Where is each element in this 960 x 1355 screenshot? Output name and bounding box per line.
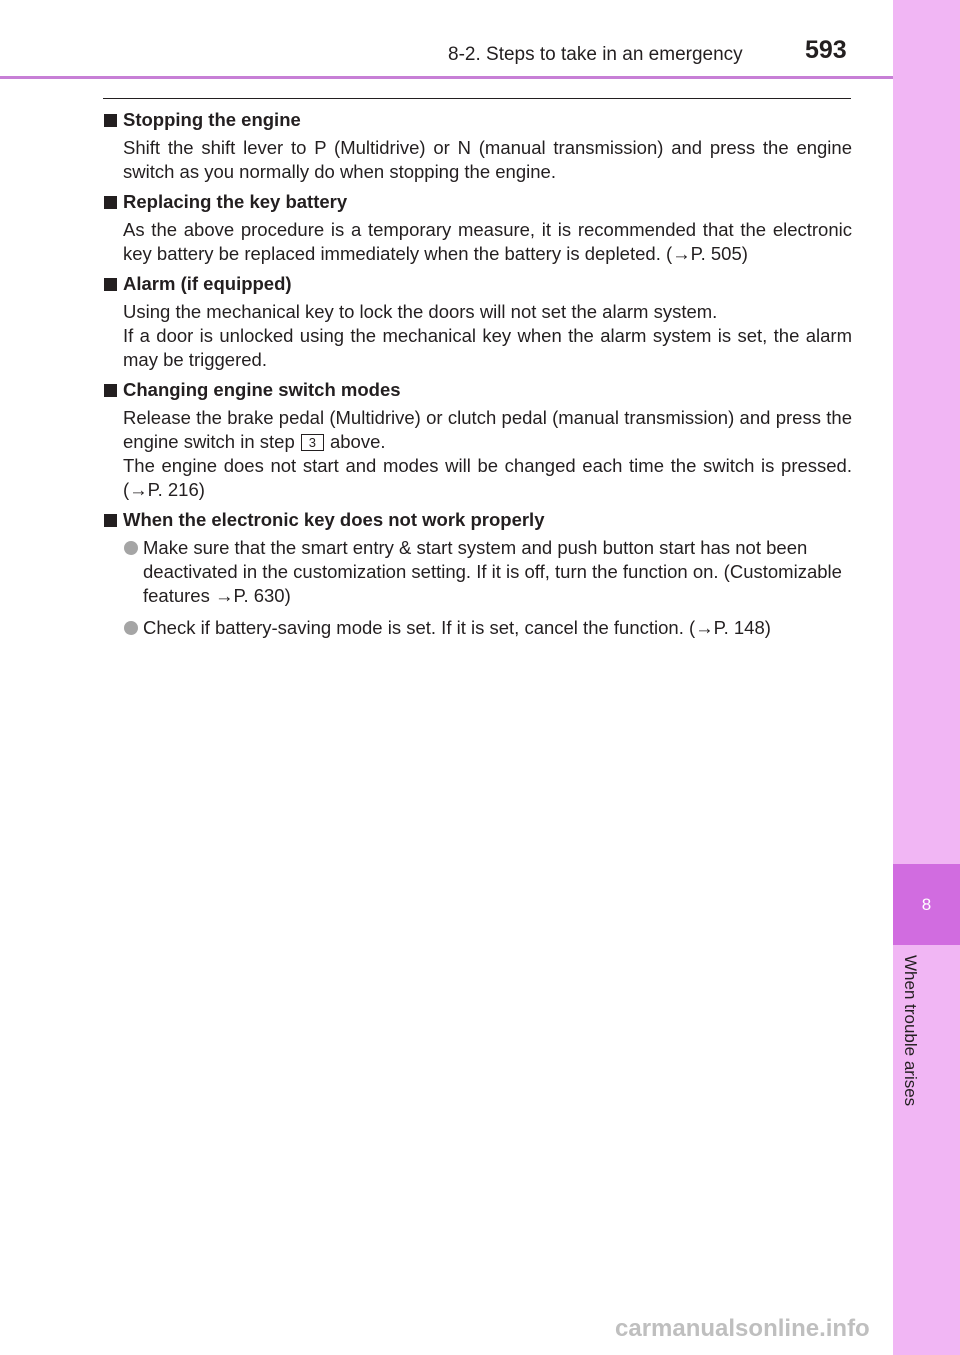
section-body: Shift the shift lever to P (Multidrive) or N (manual transmission) and press the engine switch as you normally do when stopping the engine. xyxy=(123,137,852,182)
square-bullet-icon xyxy=(104,196,117,209)
section-title: 8-2. Steps to take in an emergency xyxy=(448,44,743,65)
watermark: carmanualsonline.info xyxy=(615,1315,870,1342)
content-top-rule xyxy=(103,98,851,99)
chapter-title: When trouble arises xyxy=(901,955,920,1107)
section-body: Using the mechanical key to lock the doors will not set the alarm system. If a door is unlocked using the mechanical key when the alarm system is set, the alarm may be triggered. xyxy=(123,301,852,370)
section-replacing-key-battery xyxy=(104,190,852,266)
section-heading: Changing engine switch modes xyxy=(104,378,852,402)
chapter-number: 8 xyxy=(921,894,932,914)
section-heading: Stopping the engine xyxy=(104,108,852,132)
section-stopping-engine xyxy=(104,108,852,184)
section-heading: Replacing the key battery xyxy=(104,190,852,214)
step-number-badge: 3 xyxy=(301,434,324,451)
circle-bullet-icon xyxy=(124,541,138,555)
list-item: Make sure that the smart entry & start system and push button start has not been deactivated in the customization setting. If it is off, turn the function on. (Customizable features →P. 630) xyxy=(104,536,852,608)
square-bullet-icon xyxy=(104,114,117,127)
page-content xyxy=(104,108,852,648)
list-item: Check if battery-saving mode is set. If it is set, cancel the function. (→P. 148) xyxy=(104,616,852,640)
chapter-number-box xyxy=(893,864,960,945)
section-body: Release the brake pedal (Multidrive) or clutch pedal (manual transmission) and press the engine switch in step 3 above. The engine does not start and modes will be changed each time the switch is pressed. (→P. 216) xyxy=(123,407,852,500)
section-electronic-key-not-working xyxy=(104,508,852,640)
section-heading: Alarm (if equipped) xyxy=(104,272,852,296)
square-bullet-icon xyxy=(104,278,117,291)
square-bullet-icon xyxy=(104,514,117,527)
circle-bullet-icon xyxy=(124,621,138,635)
chapter-tab-strip xyxy=(893,0,960,1355)
step-reference-line: Release the brake pedal (Multidrive) or clutch pedal (manual transmission) and press the engine switch in step 3 above. xyxy=(123,407,852,452)
square-bullet-icon xyxy=(104,384,117,397)
section-changing-switch-modes xyxy=(104,378,852,502)
header-rule xyxy=(0,76,893,79)
section-alarm xyxy=(104,272,852,372)
section-body: As the above procedure is a temporary measure, it is recommended that the electronic key battery be replaced immediately when the battery is depleted. (→P. 505) xyxy=(123,219,852,264)
section-heading: When the electronic key does not work properly xyxy=(104,508,852,532)
page-number: 593 xyxy=(805,36,847,64)
